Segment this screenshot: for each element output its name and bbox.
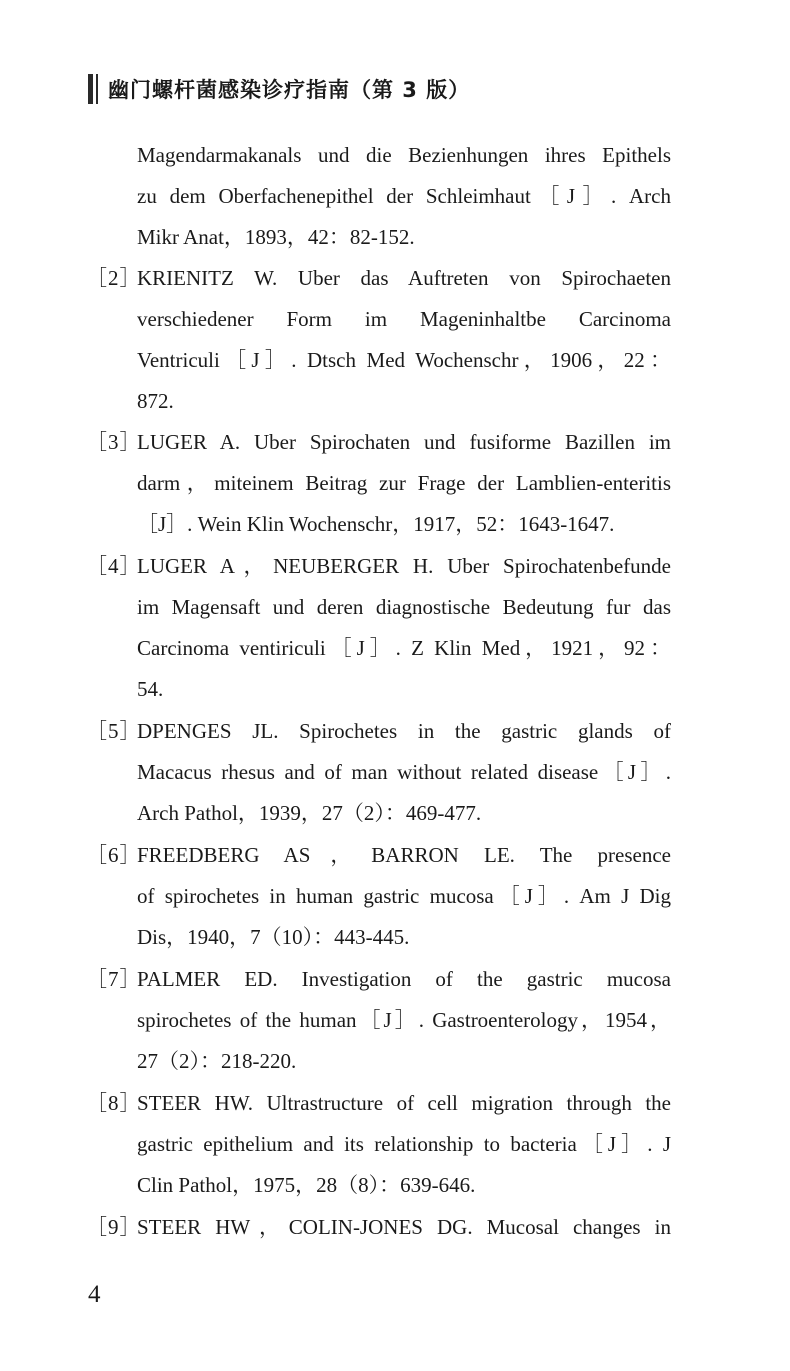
reference-line: ［J］. Wein Klin Wochenschr，1917，52：1643-1647. (137, 512, 615, 536)
reference-line: 872. (137, 389, 174, 413)
reference-line: Carcinoma ventiriculi［J］. Z Klin Med，1921，92： (137, 636, 671, 660)
reference-line: Ventriculi［J］. Dtsch Med Wochenschr，1906，22： (137, 348, 671, 372)
reference-line: 54. (137, 677, 164, 701)
reference-line: LUGER A，NEUBERGER H. Uber Spirochatenbefunde (137, 554, 671, 578)
reference-number: ［4］ (86, 554, 142, 578)
running-header (88, 74, 470, 104)
page-number: 4 (88, 1281, 101, 1308)
reference-number: ［8］ (86, 1091, 142, 1115)
reference-line: zu dem Oberfachenepithel der Schleimhaut［J］. Arch (137, 184, 671, 208)
reference-line: STEER HW，COLIN-JONES DG. Mucosal changes in (137, 1215, 671, 1239)
reference-line: Mikr Anat，1893，42：82-152. (137, 225, 415, 249)
reference-number: ［6］ (86, 843, 142, 867)
reference-line: FREEDBERG AS，BARRON LE. The presence (137, 843, 671, 867)
reference-number: ［7］ (86, 967, 142, 991)
reference-line: verschiedener Form im Mageninhaltbe Carcinoma (137, 307, 671, 331)
header-marker-thin (96, 74, 98, 104)
reference-line: DPENGES JL. Spirochetes in the gastric glands of (137, 719, 671, 743)
reference-line: gastric epithelium and its relationship to bacteria［J］. J (137, 1132, 671, 1156)
reference-line: Macacus rhesus and of man without related disease［J］. (137, 760, 671, 784)
book-title: 幽门螺杆菌感染诊疗指南（第 3 版） (108, 78, 471, 102)
reference-line: im Magensaft und deren diagnostische Bedeutung fur das (137, 595, 671, 619)
reference-number: ［2］ (86, 266, 142, 290)
reference-line: 27（2）：218-220. (137, 1049, 297, 1073)
reference-line: KRIENITZ W. Uber das Auftreten von Spirochaeten (137, 266, 671, 290)
reference-line: of spirochetes in human gastric mucosa［J］. Am J Dig (137, 884, 671, 908)
reference-line: STEER HW. Ultrastructure of cell migration through the (137, 1091, 671, 1115)
reference-number: ［5］ (86, 719, 142, 743)
reference-line: PALMER ED. Investigation of the gastric mucosa (137, 967, 671, 991)
reference-number: ［3］ (86, 430, 142, 454)
reference-line: spirochetes of the human［J］. Gastroenterology，1954， (137, 1008, 671, 1032)
reference-line: darm，miteinem Beitrag zur Frage der Lamblien-enteritis (137, 471, 671, 495)
reference-line: Dis，1940，7（10）：443-445. (137, 925, 410, 949)
reference-line: Arch Pathol，1939，27（2）：469-477. (137, 801, 482, 825)
header-marker-thick (88, 74, 93, 104)
reference-line: Clin Pathol，1975，28（8）：639-646. (137, 1173, 476, 1197)
reference-line: Magendarmakanals und die Bezienhungen ihres Epithels (137, 143, 671, 167)
reference-number: ［9］ (86, 1215, 142, 1239)
reference-line: LUGER A. Uber Spirochaten und fusiforme Bazillen im (137, 430, 671, 454)
